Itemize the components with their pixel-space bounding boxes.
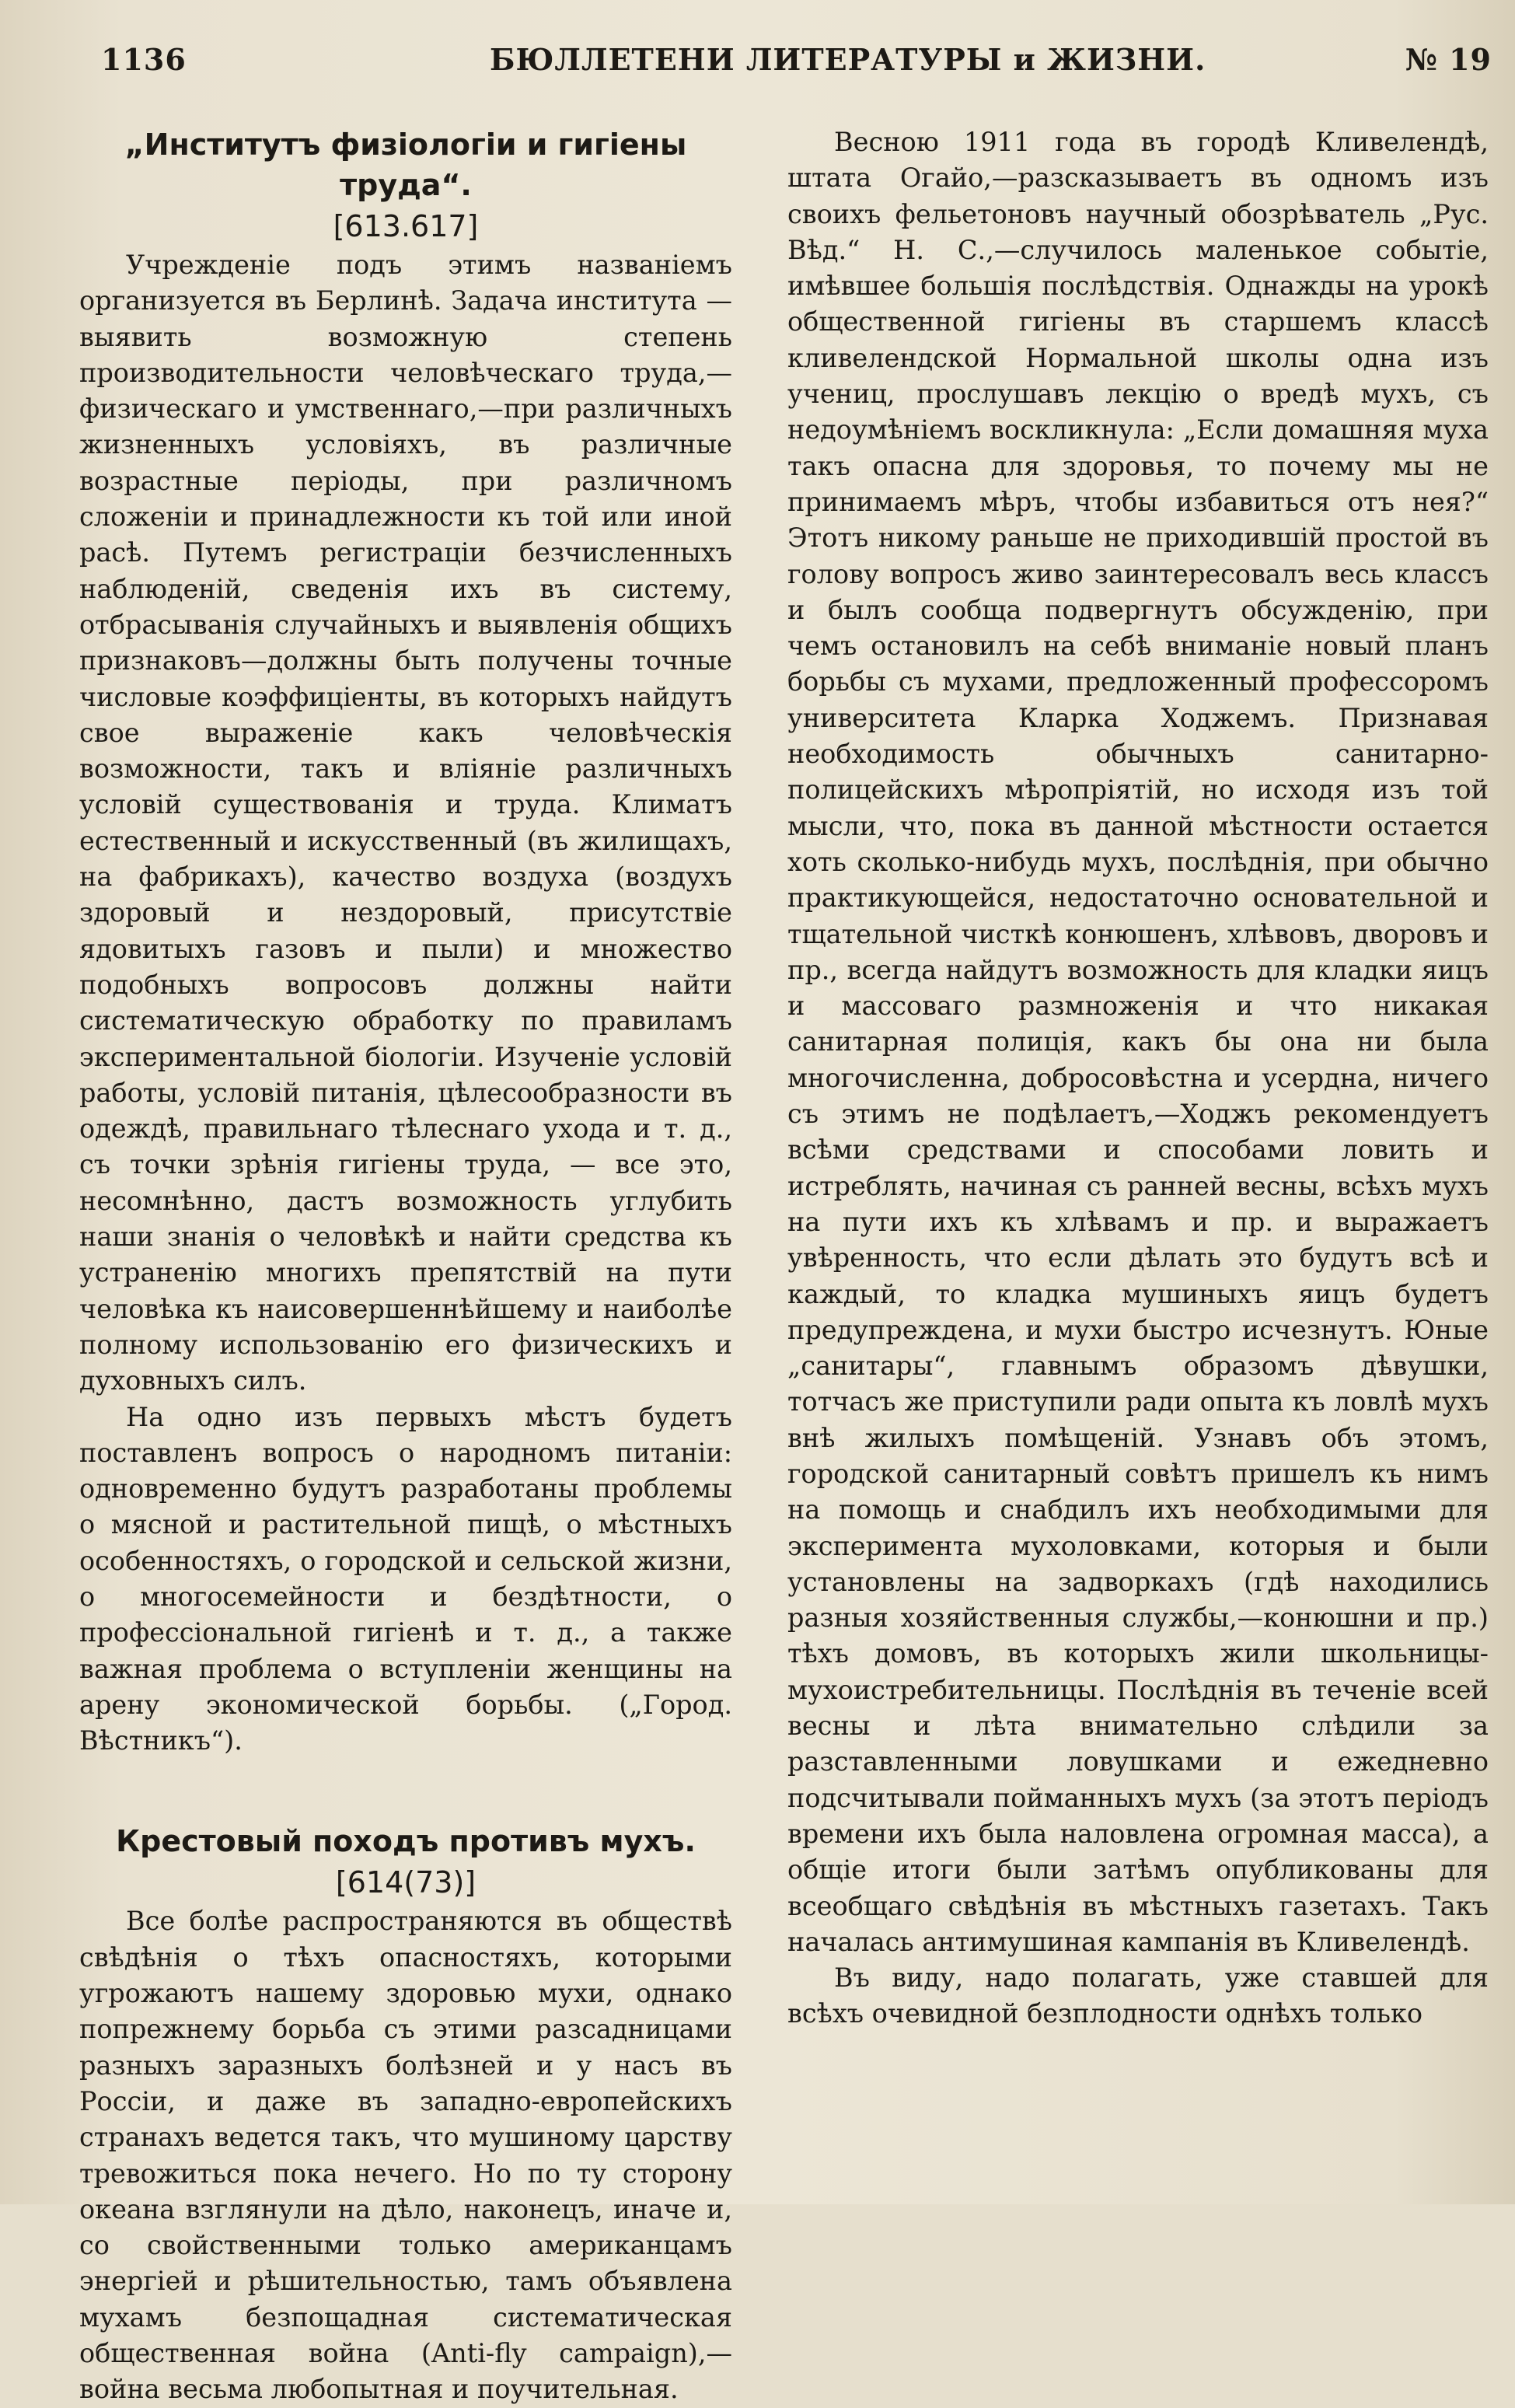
article1-title: „Институтъ физiологiи и гигiены труда“. bbox=[124, 128, 687, 202]
page-number: 1136 bbox=[101, 42, 187, 77]
article2-paragraph-3: Въ виду, надо полагать, уже ставшей для всѣхъ очевидной безплодности однѣхъ только bbox=[787, 1962, 1489, 2029]
article2-paragraph-1: Все болѣе распространяются въ обществѣ свѣдѣнiя о тѣхъ опасностяхъ, которыми угрожаютъ нашему здоровью мухи, однако попрежнему борьба съ этими разсадницами разныхъ заразныхъ болѣзней и у насъ въ Россiи, и даже въ западно-европейскихъ странахъ ведется такъ, что мушиному царству тревожиться пока нечего. Но по ту сторону океана взглянули на дѣло, наконецъ, иначе и, со свойственными только американцамъ энергiей и рѣшительностью, тамъ объявлена мухамъ безпощадная систематическая общественная война (Anti-fly campaign),—война весьма любопытная и поучительная. bbox=[79, 1906, 732, 2405]
article1-paragraph-1: Учрежденiе подъ этимъ названiемъ организуется въ Берлинѣ. Задача института — выявить возможную степень производительности человѣческаго труда,—физическаго и умственнаго,—при различныхъ жизненныхъ условiяхъ, въ различные возрастные перiоды, при различномъ сложенiи и принадлежности къ той или иной расѣ. Путемъ регистрацiи безчисленныхъ наблюденiй, сведенiя ихъ въ систему, отбрасыванiя случайныхъ и выявленiя общихъ признаковъ—должны быть получены точные числовые коэффицiенты, въ которыхъ найдутъ свое выраженiе какъ человѣческiя возможности, такъ и влiянiе различныхъ условiй существованiя и труда. Климатъ естественный и искусственный (въ жилищахъ, на фабрикахъ), качество воздуха (воздухъ здоровый и нездоровый, присутствiе ядовитыхъ газовъ и пыли) и множество подобныхъ вопросовъ должны найти систематическую обработку по правиламъ экспериментальной бiологiи. Изученiе условiй работы, условiй питанiя, цѣлесообразности въ одеждѣ, правильнаго тѣлеснаго ухода и т. д., съ точки зрѣнiя гигiены труда, — все это, несомнѣнно, дастъ возможность углубить наши знанiя о человѣкѣ и найти средства къ устраненiю многихъ препятствiй на пути человѣка къ наисовершеннѣйшему и наиболѣе полному использованiю его физическихъ и духовныхъ силъ. bbox=[79, 250, 732, 1396]
issue-number: № 19 bbox=[1405, 42, 1492, 77]
article1-code: [613.617] bbox=[333, 209, 479, 243]
running-header bbox=[101, 42, 1499, 89]
article2-paragraph-2: Весною 1911 года въ городѣ Кливелендѣ, штата Огайо,—разсказываетъ въ одномъ изъ своихъ фельетоновъ научный обозрѣватель „Рус. Вѣд.“ Н. С.,—случилось маленькое событiе, имѣвшее большiя послѣдствiя. Однажды на урокѣ общественной гигiены въ старшемъ классѣ кливелендской Нормальной школы одна изъ учениц, прослушавъ лекцiю о вредѣ мухъ, съ недоумѣнiемъ воскликнула: „Если домашняя муха такъ опасна для здоровья, то почему мы не принимаемъ мѣръ, чтобы избавиться отъ нея?“ Этотъ никому раньше не приходившiй простой въ голову вопросъ живо заинтересовалъ весь классъ и былъ сообща подвергнутъ обсужденiю, при чемъ остановилъ на себѣ вниманiе новый планъ борьбы съ мухами, предложенный профессоромъ университета Кларка Ходжемъ. Признавая необходимость обычныхъ санитарно-полицейскихъ мѣропрiятiй, но исходя изъ той мысли, что, пока въ данной мѣстности остается хоть сколько-нибудь мухъ, послѣднiя, при обычно практикующейся, недостаточно основательной и тщательной чисткѣ конюшенъ, хлѣвовъ, дворовъ и пр., всегда найдутъ возможность для кладки яицъ и массоваго размноженiя и что никакая санитарная полицiя, какъ бы она ни была многочисленна, добросовѣстна и усердна, ничего съ этимъ не подѣлаетъ,—Ходжъ рекомендуетъ всѣми средствами и способами ловить и истреблять, начиная съ ранней весны, всѣхъ мухъ на пути ихъ къ хлѣвамъ и пр. и выражаетъ увѣренность, что если дѣлать это будутъ всѣ и каждый, то кладка мушиныхъ яицъ будетъ предупреждена, и мухи быстро исчезнутъ. Юные „санитары“, главнымъ образомъ дѣвушки, тотчасъ же приступили ради опыта къ ловлѣ мухъ внѣ жилыхъ помѣщенiй. Узнавъ объ этомъ, городской санитарный совѣтъ пришелъ къ нимъ на помощь и снабдилъ ихъ необходимыми для эксперимента мухоловками, которыя и были установлены на задворкахъ (гдѣ находились разныя хозяйственныя службы,—конюшни и пр.) тѣхъ домовъ, въ которыхъ жили школьницы-мухоистребительницы. Послѣднiя въ теченiе всей весны и лѣта внимательно слѣдили за разставленными ловушками и ежедневно подсчитывали пойманныхъ мухъ (за этотъ перiодъ времени ихъ была наловлена огромная масса), а общiе итоги были затѣмъ опубликованы для всеобщаго свѣдѣнiя въ мѣстныхъ газетахъ. Такъ началась антимушиная кампанiя въ Кливелендѣ. bbox=[787, 127, 1489, 1957]
article1-paragraph-2: На одно изъ первыхъ мѣстъ будетъ поставленъ вопросъ о народномъ питанiи: одновременно будутъ разработаны проблемы о мясной и растительной пищѣ, о мѣстныхъ особенностяхъ, о городской и сельской жизни, о многосемейности и бездѣтности, о профессiональной гигiенѣ и т. д., а также важная проблема о вступленiи женщины на арену экономической борьбы. („Город. Вѣстникъ“). bbox=[79, 1401, 732, 1756]
article2-title: Крестовый походъ противъ мухъ. bbox=[116, 1824, 696, 1859]
right-column bbox=[787, 124, 1489, 2173]
section-gap bbox=[79, 1759, 732, 1821]
journal-title: БЮЛЛЕТЕНИ ЛИТЕРАТУРЫ и ЖИЗНИ. bbox=[490, 42, 1206, 77]
left-column bbox=[79, 124, 732, 2405]
article2-code: [614(73)] bbox=[335, 1865, 476, 1900]
